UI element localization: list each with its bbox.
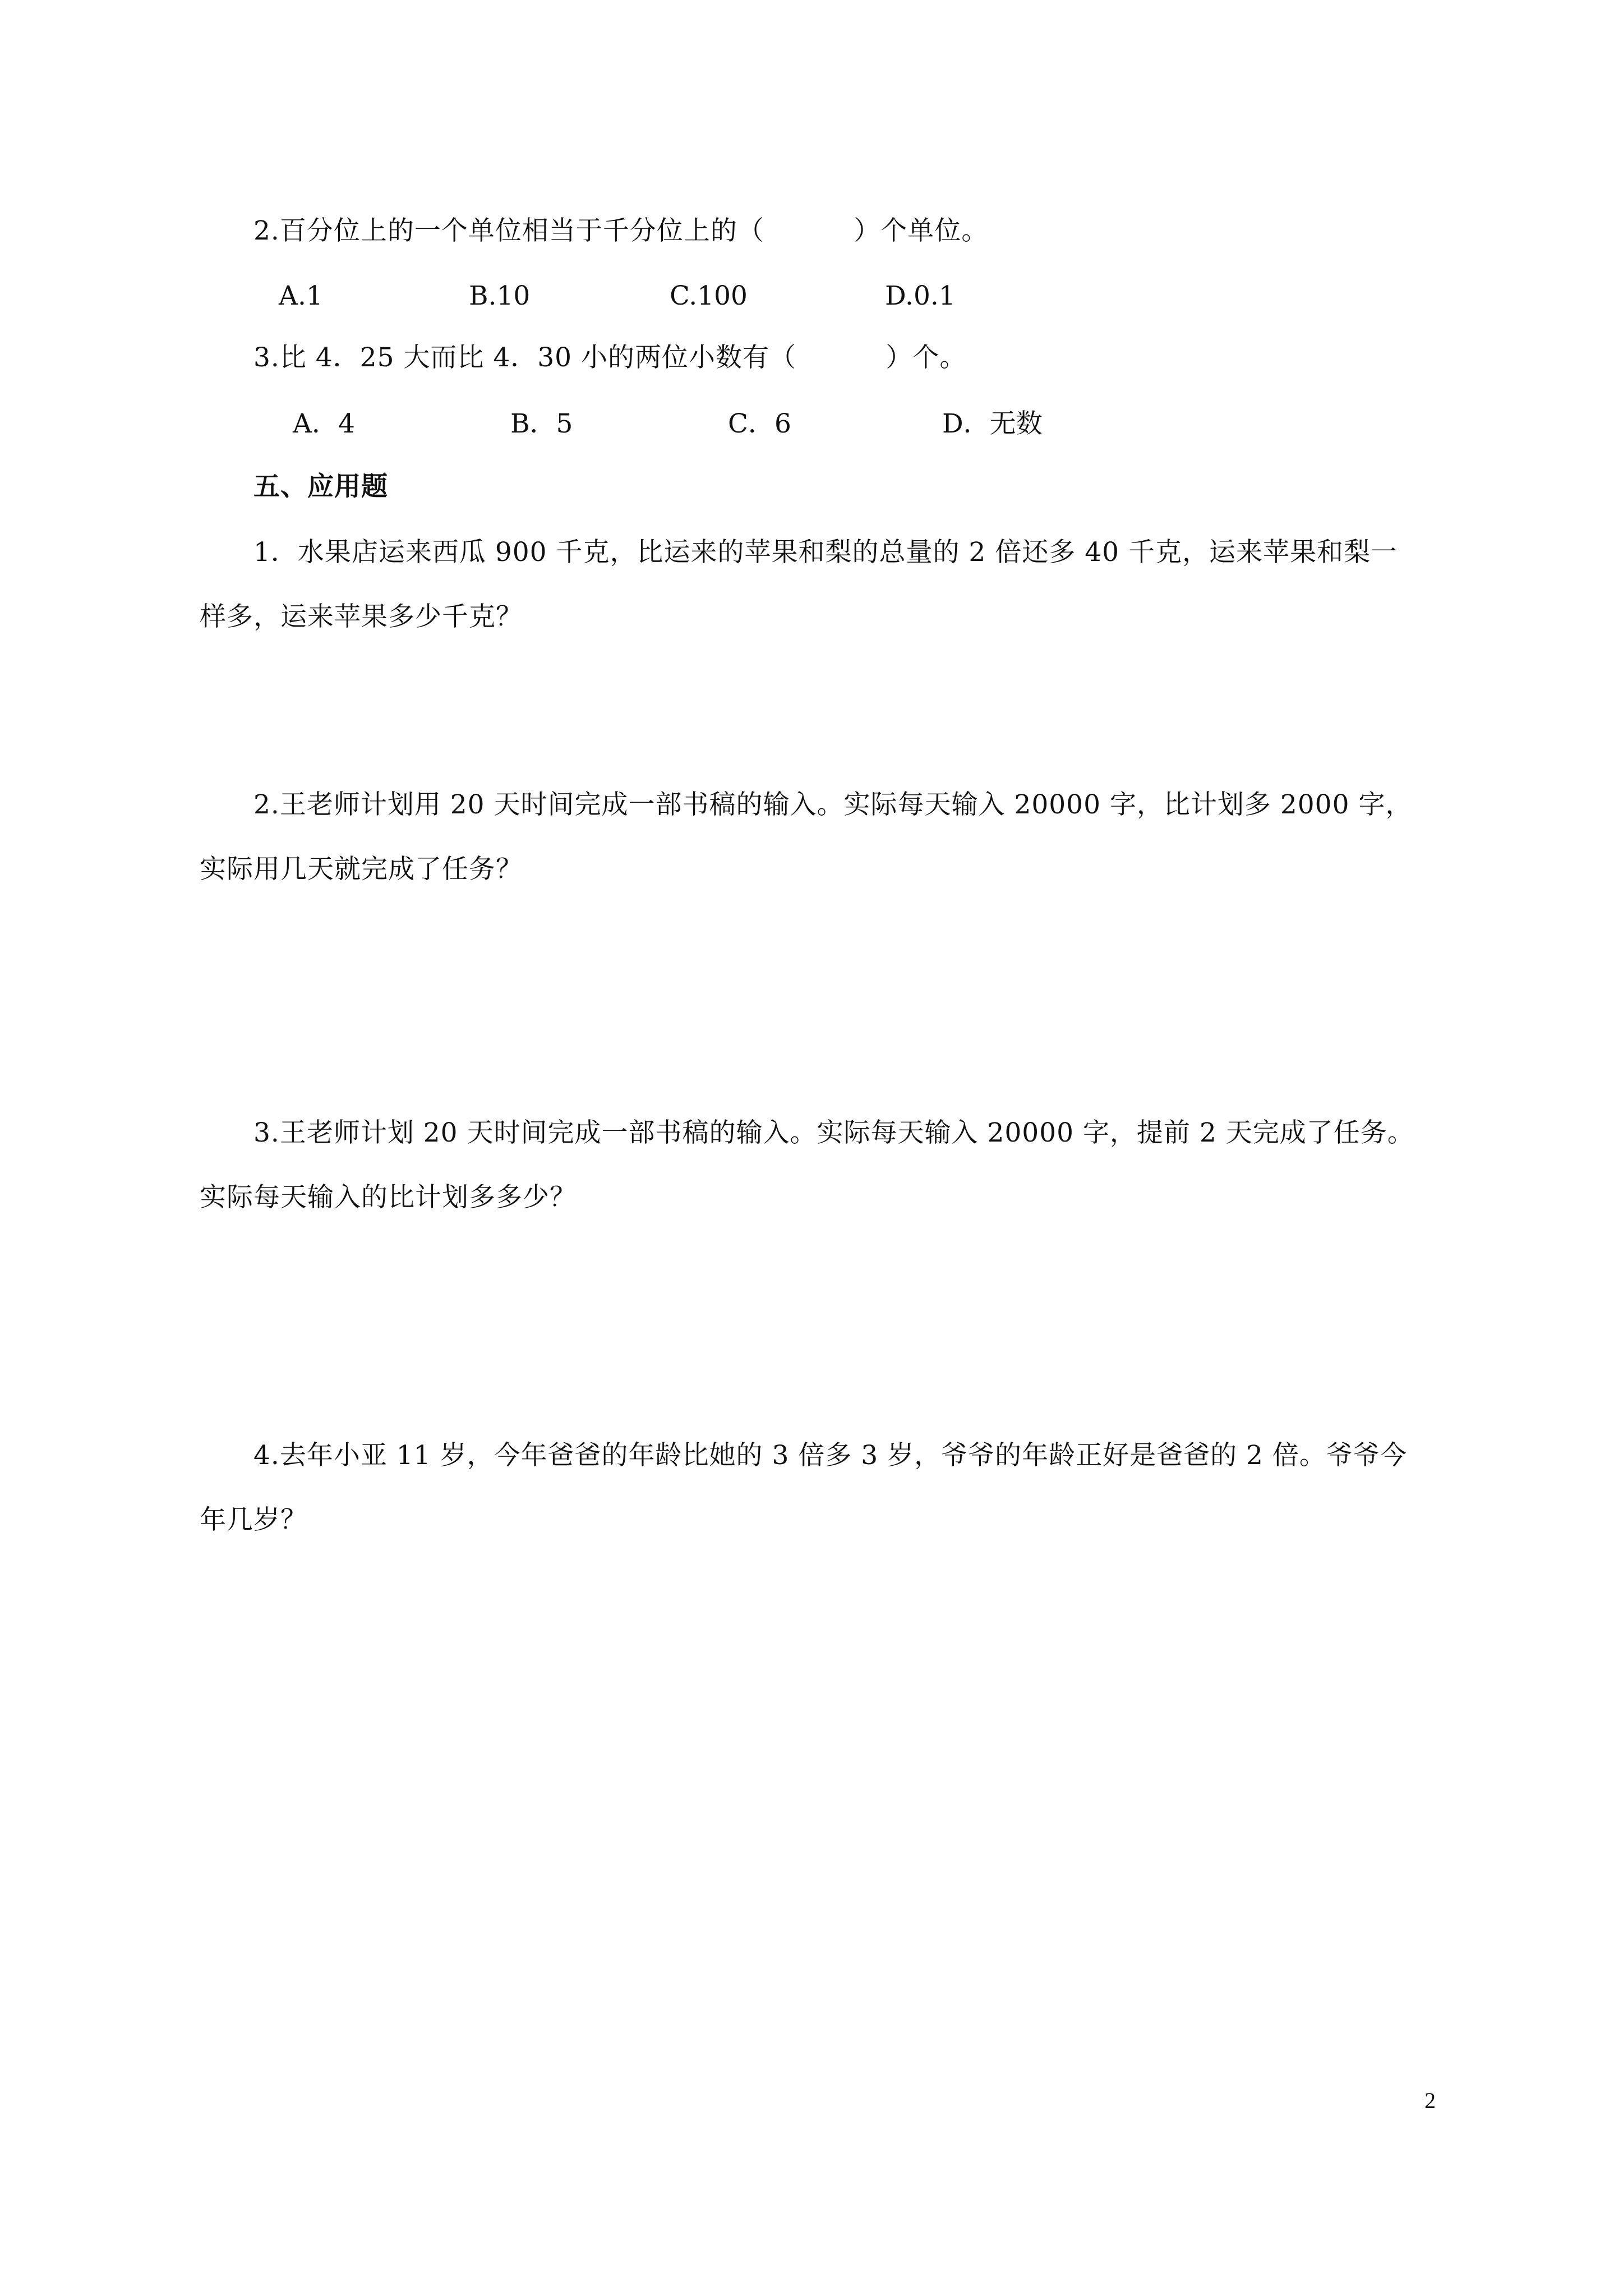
choice-question-2-option-c: C.100 <box>670 280 748 311</box>
choice-question-3-option-a: A．4 <box>293 408 355 439</box>
choice-question-3-stem: 3.比 4．25 大而比 4．30 小的两位小数有（ ）个。 <box>253 342 967 373</box>
word-problem-2-line-2: 实际用几天就完成了任务？ <box>200 854 523 885</box>
choice-question-2-option-a: A.1 <box>279 280 323 311</box>
word-problem-1-line-2: 样多，运来苹果多少千克？ <box>200 601 523 632</box>
choice-question-3-option-b: B．5 <box>510 408 573 439</box>
choice-question-2-option-d: D.0.1 <box>885 280 956 311</box>
choice-question-2-stem: 2.百分位上的一个单位相当于千分位上的（ ）个单位。 <box>253 215 989 246</box>
section-heading: 五、应用题 <box>253 471 388 502</box>
choice-question-3-option-c: C．6 <box>728 408 791 439</box>
page-number: 2 <box>1424 2088 1436 2113</box>
word-problem-4-line-2: 年几岁？ <box>200 1504 307 1535</box>
word-problem-1-line-1: 1．水果店运来西瓜 900 千克，比运来的苹果和梨的总量的 2 倍还多 40 千克，运来苹果和梨一 <box>253 537 1398 568</box>
choice-question-3-option-d: D．无数 <box>942 408 1043 439</box>
choice-question-2-option-b: B.10 <box>469 280 531 311</box>
word-problem-2-line-1: 2.王老师计划用 20 天时间完成一部书稿的输入。实际每天输入 20000 字，比计划多 2000 字， <box>253 789 1413 820</box>
word-problem-3-line-1: 3.王老师计划 20 天时间完成一部书稿的输入。实际每天输入 20000 字，提前 2 天完成了任务。 <box>253 1117 1414 1148</box>
word-problem-4-line-1: 4.去年小亚 11 岁，今年爸爸的年龄比她的 3 倍多 3 岁，爷爷的年龄正好是爸爸的 2 倍。爷爷今 <box>253 1440 1407 1471</box>
word-problem-3-line-2: 实际每天输入的比计划多多少？ <box>200 1182 577 1213</box>
